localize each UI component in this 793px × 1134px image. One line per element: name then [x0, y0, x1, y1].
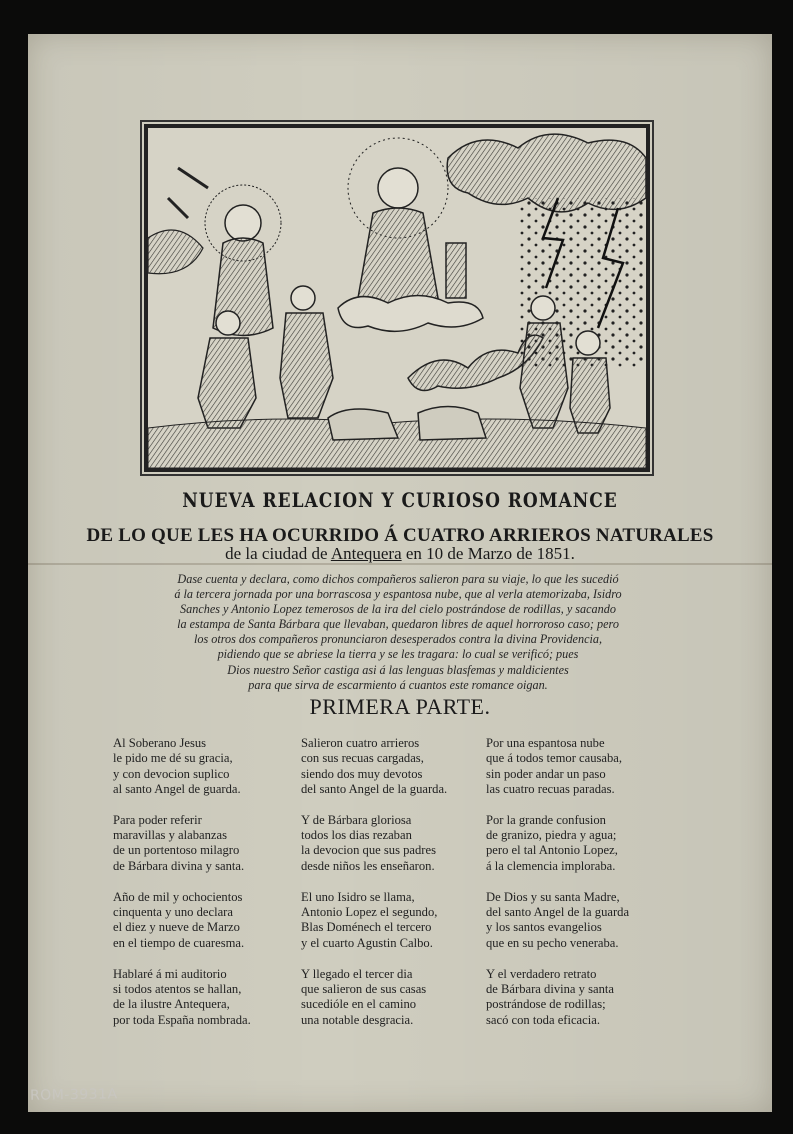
- verse-line: desde niños les enseñaron.: [301, 858, 435, 873]
- verse-line: sucedióle en el camino: [301, 997, 417, 1012]
- stanza: [113, 736, 251, 797]
- verse-column-3: [486, 736, 629, 1044]
- summary-line: pidiendo que se abriese la tierra y se les tragara: lo cual se verificó; pues: [217, 647, 579, 662]
- verse-line: Y llegado el tercer dia: [301, 966, 413, 981]
- subtitle-post: en 10 de Marzo de 1851.: [405, 544, 575, 563]
- verse-line: de Bárbara divina y santa: [486, 981, 614, 996]
- stanza: [113, 890, 251, 951]
- verse-line: Al Soberano Jesus: [113, 736, 207, 750]
- verse-line: á la clemencia imploraba.: [486, 858, 616, 873]
- verse-line: sacó con toda eficacia.: [486, 1012, 600, 1027]
- verse-line: una notable desgracia.: [301, 1012, 414, 1027]
- verse-line: de un portentoso milagro: [113, 843, 240, 858]
- stanza: [113, 813, 251, 874]
- verse-line: que salieron de sus casas: [301, 981, 427, 996]
- main-title: NUEVA RELACION Y CURIOSO ROMANCE: [182, 489, 618, 513]
- summary-line: Sanches y Antonio Lopez temerosos de la ira del cielo postrándose de rodillas, y sacando: [180, 602, 616, 617]
- verse-line: del santo Angel de la guarda: [486, 905, 630, 920]
- stanza: [486, 813, 629, 874]
- stanza: [486, 890, 629, 951]
- woodcut-scene-image: [148, 128, 646, 468]
- verse-line: el diez y nueve de Marzo: [113, 920, 240, 935]
- summary-line: para que sirva de escarmiento á cuantos este romance oigan.: [248, 677, 548, 692]
- verse-line: con sus recuas cargadas,: [301, 751, 424, 766]
- verse-line: le pido me dé su gracia,: [113, 751, 233, 766]
- verse-line: todos los dias rezaban: [301, 828, 412, 843]
- verse-line: De Dios y su santa Madre,: [486, 889, 620, 904]
- verse-line: las cuatro recuas paradas.: [486, 781, 615, 796]
- verse-line: pero el tal Antonio Lopez,: [486, 843, 618, 858]
- verse-line: en el tiempo de cuaresma.: [113, 935, 245, 950]
- verse-column-1: [113, 736, 251, 1044]
- verse-line: Y el verdadero retrato: [486, 966, 597, 981]
- verse-line: al santo Angel de guarda.: [113, 781, 241, 796]
- call-number-label: ROM-3931A: [29, 1086, 118, 1104]
- verse-line: Y de Bárbara gloriosa: [301, 812, 412, 827]
- verse-line: y los santos evangelios: [486, 920, 602, 935]
- verse-line: si todos atentos se hallan,: [113, 981, 242, 996]
- verse-line: y con devocion suplico: [113, 766, 230, 781]
- stanza: [301, 813, 447, 874]
- verse-line: Salieron cuatro arrieros: [301, 736, 420, 750]
- summary-line: Dios nuestro Señor castiga asi á las lenguas blasfemas y maldicientes: [227, 662, 569, 677]
- verse-line: de la ilustre Antequera,: [113, 997, 230, 1012]
- summary-paragraph: [88, 572, 708, 693]
- summary-line: Dase cuenta y declara, como dichos compañeros salieron para su viaje, lo que les sucedió: [177, 572, 619, 586]
- verse-line: sin poder andar un paso: [486, 766, 606, 781]
- verse-column-2: [301, 736, 447, 1044]
- verse-line: Blas Doménech el tercero: [301, 920, 432, 935]
- broadside-sheet: [28, 34, 772, 1112]
- verse-line: maravillas y alabanzas: [113, 828, 227, 843]
- verse-line: de Bárbara divina y santa.: [113, 858, 245, 873]
- stanza: [301, 890, 447, 951]
- stanza: [301, 967, 447, 1028]
- verse-line: Antonio Lopez el segundo,: [301, 905, 438, 920]
- verse-line: cinquenta y uno declara: [113, 905, 233, 920]
- subtitle-line-1: DE LO QUE LES HA OCURRIDO Á CUATRO ARRIEROS NATURALES: [86, 525, 714, 546]
- stanza: [486, 967, 629, 1028]
- verse-line: Para poder referir: [113, 812, 202, 827]
- verse-line: Hablaré á mi auditorio: [113, 966, 227, 981]
- verse-line: del santo Angel de la guarda.: [301, 781, 448, 796]
- verse-line: de granizo, piedra y agua;: [486, 828, 617, 843]
- summary-line: los otros dos compañeros pronunciaron desesperados contra la divina Providencia,: [193, 632, 603, 647]
- verse-line: por toda España nombrada.: [113, 1012, 251, 1027]
- stanza: [301, 736, 447, 797]
- verse-line: El uno Isidro se llama,: [301, 889, 415, 904]
- stanza: [113, 967, 251, 1028]
- subtitle-pre: de la ciudad de: [225, 544, 328, 563]
- verse-line: siendo dos muy devotos: [301, 766, 423, 781]
- verse-line: que á todos temor causaba,: [486, 751, 623, 766]
- verse-line: postrándose de rodillas;: [486, 997, 606, 1012]
- summary-line: la estampa de Santa Bárbara que llevaban, quedaron libres de aquel horroroso caso; pero: [177, 617, 619, 632]
- woodcut-illustration: [144, 124, 650, 472]
- subtitle-city: Antequera: [330, 544, 402, 563]
- stanza: [486, 736, 629, 797]
- subtitle-line-2: [28, 544, 772, 564]
- verse-line: Año de mil y ochocientos: [113, 889, 243, 904]
- verse-line: que en su pecho veneraba.: [486, 935, 619, 950]
- summary-line: á la tercera jornada por una borrascosa y espantosa nube, que al verla atemorizaba, Isidro: [174, 587, 622, 602]
- verse-line: Por una espantosa nube: [486, 736, 605, 750]
- verse-line: la devocion que sus padres: [301, 843, 436, 858]
- verse-line: Por la grande confusion: [486, 812, 606, 827]
- part-title: PRIMERA PARTE.: [309, 694, 491, 719]
- verse-line: y el cuarto Agustin Calbo.: [301, 935, 433, 950]
